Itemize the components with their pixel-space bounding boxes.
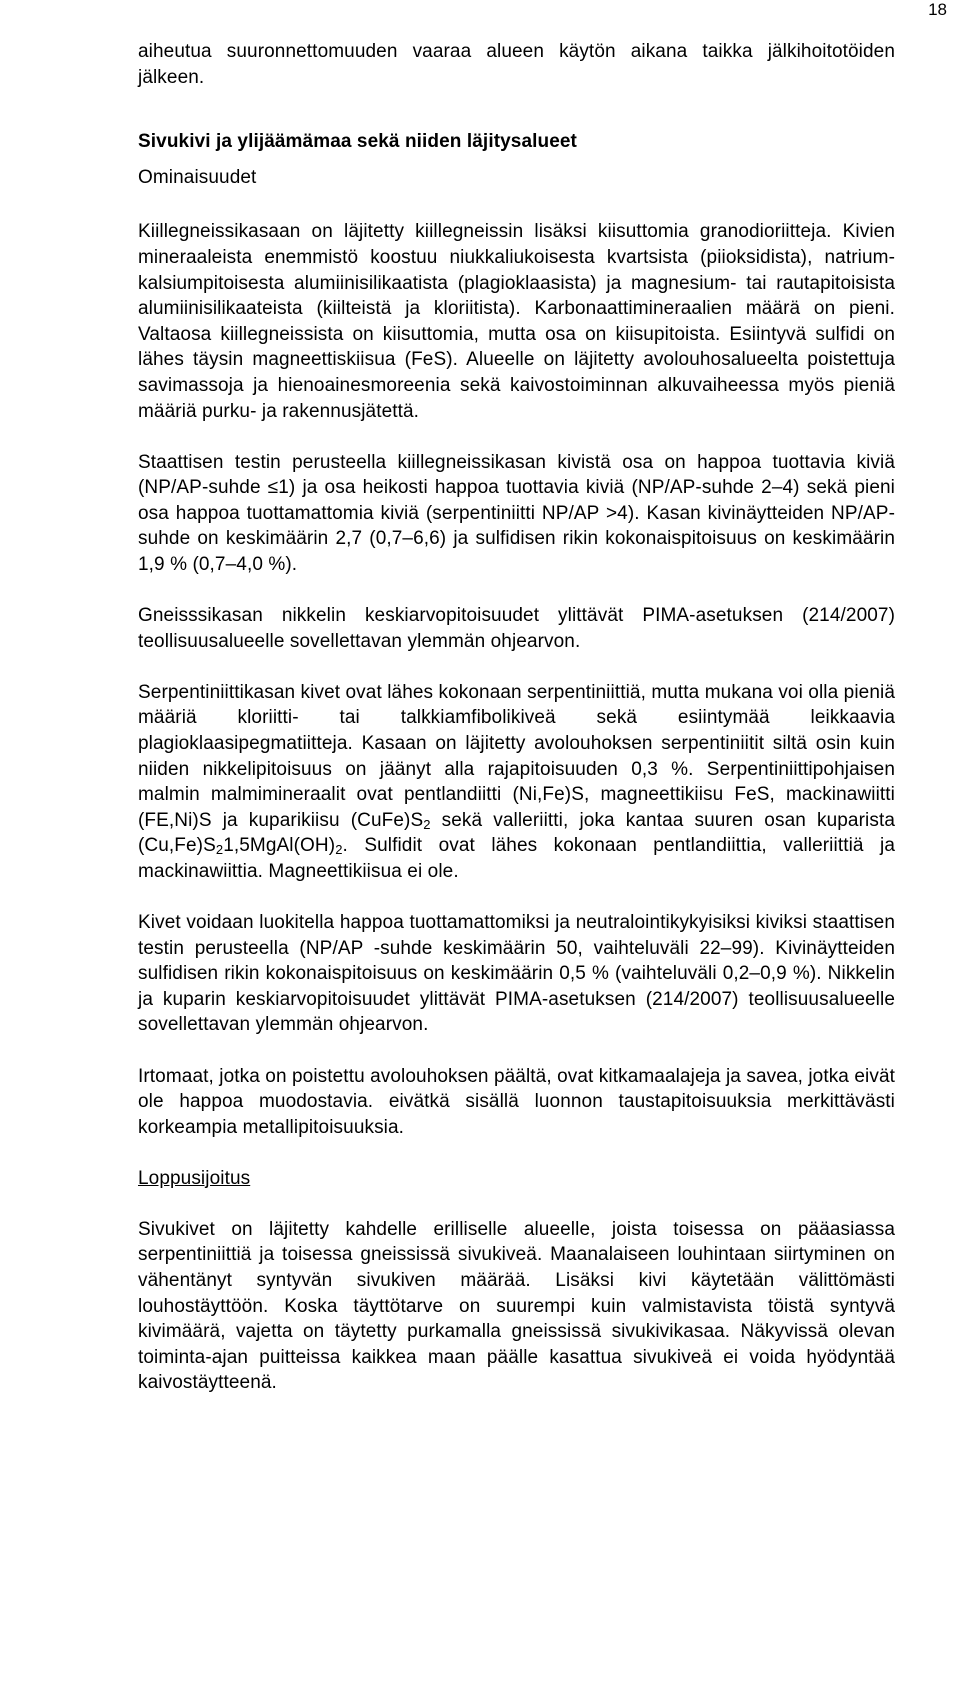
serpentinite-text-b: sekä valleriitti, joka kantaa suuren osan kuparista (Cu,Fe)S (138, 809, 895, 857)
paragraph-properties: Kiillegneissikasaan on läjitetty kiillegneissin lisäksi kiisuttomia granodioriitteja. Kivien mineraaleista enemmistö koostuu niukkaliukoisesta kvartsista (piioksidista), natrium-kalsiumpitoisesta alumiinisilikaatista (plagioklaasista) ja magnesium- tai rautapitoisista alumiinisilikaateista (kiilteistä ja kloriitista). Karbonaattimineraalien määrä on pieni. Valtaosa kiillegneissista on kiisuttomia, mutta osa on kiisupitoista. Esiintyvä sulfidi on lähes täysin magneettiskiisua (FeS). Alueelle on läjitetty avolouhosalueelta poistettuja savimassoja ja hienoainesmoreenia sekä kaivostoiminnan alkuvaiheessa myös pieniä määriä purku- ja rakennusjätettä. (138, 221, 895, 422)
document-body (138, 39, 895, 1396)
paragraph-classification: Kivet voidaan luokitella happoa tuottamattomiksi ja neutralointikykyisiksi kiviksi staattisen testin perusteella (NP/AP -suhde keskimäärin 50, vaihteluväli 22–99). Kivinäytteiden sulfidisen rikin kokonaispitoisuus on keskimäärin 0,5 % (vaihteluväli 0,2–0,9 %). Nikkelin ja kuparin keskiarvopitoisuudet ylittävät PIMA-asetuksen (214/2007) teollisuusalueelle sovellettavan ylemmän ohjearvon. (138, 912, 895, 1036)
serpentinite-text-d: . Sulfidit ovat lähes kokonaan pentlandiittia, valleriittiä ja mackinawiittia. Magneettikiisua ei ole. (138, 835, 895, 882)
paragraph-serpentinite (138, 680, 895, 885)
intro-paragraph: aiheutua suuronnettomuuden vaaraa alueen käytön aikana taikka jälkihoitotöiden jälkeen. (138, 41, 895, 88)
paragraph-disposal: Sivukivet on läjitetty kahdelle erilliselle alueelle, joista toisessa on pääasiassa serpentiniittiä ja toisessa gneississä sivukiveä. Maanalaiseen louhintaan siirtyminen on vähentänyt syntyvän sivukiven määrää. Lisäksi kivi käytetään välittömästi louhostäyttöön. Koska täyttötarve on suurempi kuin valmistavista töistä syntyvä kivimäärä, vajetta on täytetty purkamalla gneississä sivukivikasaa. Näkyvissä olevan toiminta-ajan puitteissa kaikkea maan päälle kasattua sivukiveä ei voida hyödyntää kaivostäytteenä. (138, 1218, 895, 1394)
subscript-2: 2 (215, 842, 224, 858)
paragraph-gneiss-nickel: Gneisssikasan nikkelin keskiarvopitoisuudet ylittävät PIMA-asetuksen (214/2007) teollisuusalueelle sovellettavan ylemmän ohjearvon. (138, 605, 895, 652)
subscript-1: 2 (423, 816, 431, 832)
paragraph-static-test: Staattisen testin perusteella kiillegneissikasan kivistä osa on happoa tuottavia kiviä (NP/AP-suhde ≤1) ja osa heikosti happoa tuottavia kiviä (NP/AP-suhde 2–4) sekä pieni osa happoa tuottamattomia kiviä (serpentiniitti NP/AP >4). Kasan kivinäytteiden NP/AP-suhde on keskimäärin 2,7 (0,7–6,6) ja sulfidisen rikin kokonaispitoisuus on keskimäärin 1,9 % (0,7–4,0 %). (138, 451, 895, 575)
subheading-properties (138, 165, 895, 191)
subheading-properties-label: Ominaisuudet (138, 166, 257, 188)
paragraph-loose-soils: Irtomaat, jotka on poistettu avolouhoksen päältä, ovat kitkamaalajeja ja savea, jotka eivät ole happoa muodostavia. eivätkä sisällä luonnon taustapitoisuuksia merkittävästi korkeampia metallipitoisuuksia. (138, 1065, 895, 1138)
serpentinite-text-a: Serpentiniittikasan kivet ovat lähes kokonaan serpentiniittiä, mutta mukana voi olla pieniä määriä kloriitti- tai talkkiamfibolikiveä sekä esiintymää leikkaavia plagioklaasipegmatiitteja. Kasaan on läjitetty avolouhoksen serpentiniitit siltä osin kuin niiden nikkelipitoisuus on jäänyt alla rajapitoisuuden 0,3 %. Serpentiniittipohjaisen malmin malmimineraalit ovat pentlandiitti (Ni,Fe)S, magneettikiisu FeS, mackinawiitti (FE,Ni)S ja kuparikiisu (CuFe)S (138, 681, 895, 831)
serpentinite-text-c: 1,5MgAl(OH) (223, 835, 336, 857)
page-number: 18 (928, 0, 947, 19)
subscript-3: 2 (335, 842, 343, 858)
section-title: Sivukivi ja ylijäämämaa sekä niiden läjitysalueet (138, 131, 577, 153)
subheading-closure: Loppusijoitus (138, 1167, 251, 1189)
